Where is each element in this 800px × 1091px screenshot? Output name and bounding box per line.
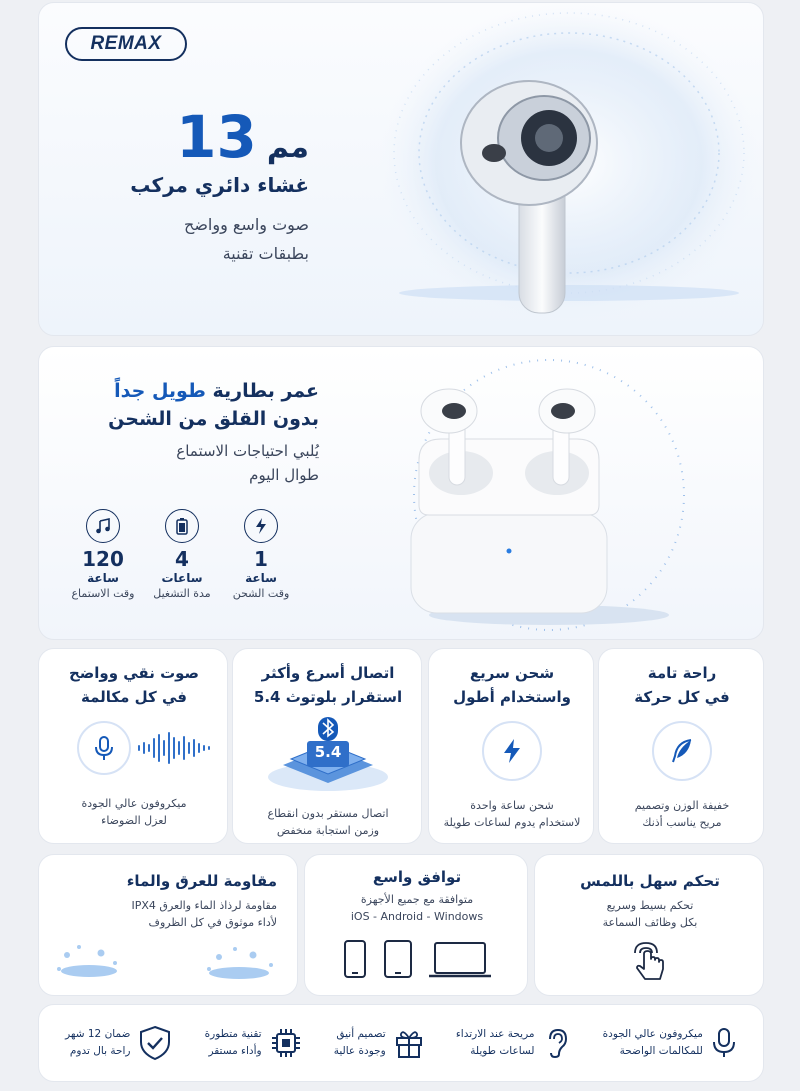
feature-card-touch bbox=[534, 854, 764, 996]
stat-value: 120 bbox=[82, 547, 124, 571]
battery-title-prefix: عمر بطارية bbox=[205, 380, 319, 402]
battery-title-line2: بدون القلق من الشحن bbox=[108, 408, 319, 430]
row3-desc: تحكم بسيط وسريع bbox=[606, 899, 694, 912]
charging-case-illustration bbox=[349, 355, 749, 635]
bottom-item-warranty bbox=[65, 1025, 172, 1061]
feature-title2: في كل مكالمة bbox=[81, 688, 187, 706]
devices-icon bbox=[343, 939, 493, 979]
bottom-line1: مريحة عند الارتداء bbox=[455, 1028, 535, 1040]
feature-card-mic bbox=[38, 648, 228, 844]
feature-title2: واستخدام أطول bbox=[453, 688, 571, 706]
hero-size-unit: مم bbox=[266, 130, 309, 165]
bottom-item-tech bbox=[205, 1026, 302, 1060]
row3 bbox=[38, 854, 764, 996]
battery-desc1: يُلبي احتياجات الاستماع bbox=[176, 442, 319, 460]
microphone-icon bbox=[711, 1027, 737, 1059]
bottom-item-ear bbox=[456, 1026, 571, 1060]
battery-text bbox=[69, 377, 319, 487]
bottom-line1: تقنية متطورة bbox=[204, 1028, 262, 1040]
feature-desc: شحن ساعة واحدة bbox=[470, 799, 554, 812]
battery-panel bbox=[38, 346, 764, 640]
row3-desc: مقاومة لرذاذ الماء والعرق IPX4 bbox=[131, 899, 277, 912]
hero-panel bbox=[38, 2, 764, 336]
sound-wave-icon bbox=[137, 731, 215, 765]
hero-size-number: 13 bbox=[176, 103, 257, 171]
stat-listening bbox=[67, 509, 139, 600]
stat-label: وقت الشحن bbox=[232, 587, 290, 600]
feature-desc2: لاستخدام يدوم لساعات طويلة bbox=[443, 816, 581, 829]
bottom-item-design bbox=[334, 1026, 424, 1060]
row3-desc2: لأداء موثوق في كل الظروف bbox=[148, 916, 277, 929]
bottom-line1: ميكروفون عالي الجودة bbox=[602, 1028, 703, 1040]
feature-title2: استقرار بلوتوث 5.4 bbox=[253, 688, 403, 706]
gift-icon bbox=[394, 1027, 424, 1059]
microphone-icon bbox=[77, 721, 131, 775]
feature-card-water bbox=[38, 854, 298, 996]
feature-title: راحة تامة bbox=[647, 664, 717, 682]
water-splash-icon bbox=[49, 935, 289, 991]
bottom-line2: للمكالمات الواضحة bbox=[619, 1045, 703, 1057]
row3-title: تحكم سهل باللمس bbox=[580, 872, 720, 890]
feature-card-comfort bbox=[598, 648, 764, 844]
hero-line2: بطبقات تقنية bbox=[222, 244, 309, 263]
chip-label: 5.4 bbox=[314, 743, 342, 761]
touch-icon bbox=[627, 939, 673, 985]
stat-label: مدة التشغيل bbox=[153, 587, 211, 600]
feature-title: صوت نقي وواضح bbox=[68, 664, 200, 682]
ear-icon bbox=[543, 1027, 571, 1059]
bolt-icon bbox=[482, 721, 542, 781]
features-row bbox=[38, 648, 764, 844]
brand-logo-text: REMAX bbox=[90, 33, 162, 54]
feature-card-charge bbox=[428, 648, 594, 844]
bottom-bar bbox=[38, 1004, 764, 1082]
row3-desc: متوافقة مع جميع الأجهزة bbox=[360, 893, 474, 906]
row3-title: مقاومة للعرق والماء bbox=[126, 872, 277, 890]
stat-value: 4 bbox=[175, 547, 189, 571]
stat-value: 1 bbox=[254, 547, 268, 571]
bottom-line2: وأداء مستقر bbox=[208, 1045, 262, 1057]
battery-stats bbox=[67, 509, 297, 600]
row3-title: توافق واسع bbox=[372, 868, 462, 886]
bottom-line1: تصميم أنيق bbox=[336, 1028, 386, 1040]
feature-desc: اتصال مستقر بدون انقطاع bbox=[267, 807, 389, 820]
feature-title: شحن سريع bbox=[469, 664, 555, 682]
battery-desc2: طوال اليوم bbox=[249, 466, 319, 484]
shield-check-icon bbox=[138, 1025, 172, 1061]
stat-playtime bbox=[146, 509, 218, 600]
battery-title-line1 bbox=[69, 377, 319, 405]
hero-text bbox=[79, 103, 309, 263]
feature-desc: ميكروفون عالي الجودة bbox=[81, 797, 187, 810]
feature-title2: في كل حركة bbox=[634, 688, 730, 706]
hero-subtitle: غشاء دائري مركب bbox=[130, 173, 309, 197]
earbud-illustration bbox=[369, 3, 764, 336]
stat-charge bbox=[225, 509, 297, 600]
bottom-line2: لساعات طويلة bbox=[470, 1045, 535, 1057]
bottom-line2: راحة بال تدوم bbox=[69, 1045, 131, 1057]
feature-desc2: مريح يناسب أذنك bbox=[642, 816, 722, 829]
feature-card-compat bbox=[304, 854, 528, 996]
chip-icon bbox=[270, 1027, 302, 1059]
stat-unit: ساعة bbox=[245, 571, 277, 585]
feature-desc2: لعزل الضوضاء bbox=[101, 814, 167, 827]
stat-unit: ساعات bbox=[161, 571, 203, 585]
battery-icon bbox=[165, 509, 199, 543]
hero-line1: صوت واسع وواضح bbox=[184, 215, 309, 234]
stat-unit: ساعة bbox=[87, 571, 119, 585]
bottom-item-mic bbox=[603, 1026, 737, 1060]
row3-desc2: بكل وظائف السماعة bbox=[602, 916, 698, 929]
stat-label: وقت الاستماع bbox=[71, 587, 135, 600]
feature-card-bluetooth bbox=[232, 648, 422, 844]
row3-desc2: iOS - Android - Windows bbox=[350, 910, 484, 923]
feature-desc2: وزمن استجابة منخفض bbox=[276, 824, 380, 837]
bottom-line2: وجودة عالية bbox=[333, 1045, 386, 1057]
battery-title-highlight: طويل جداً bbox=[114, 380, 206, 402]
bolt-icon bbox=[244, 509, 278, 543]
feature-title: اتصال أسرع وأكثر bbox=[261, 664, 395, 682]
feather-icon bbox=[652, 721, 712, 781]
brand-logo bbox=[65, 27, 187, 61]
bottom-line1: ضمان 12 شهر bbox=[65, 1028, 131, 1040]
hero-size bbox=[79, 103, 309, 171]
music-note-icon bbox=[86, 509, 120, 543]
feature-desc: خفيفة الوزن وتصميم bbox=[634, 799, 730, 812]
